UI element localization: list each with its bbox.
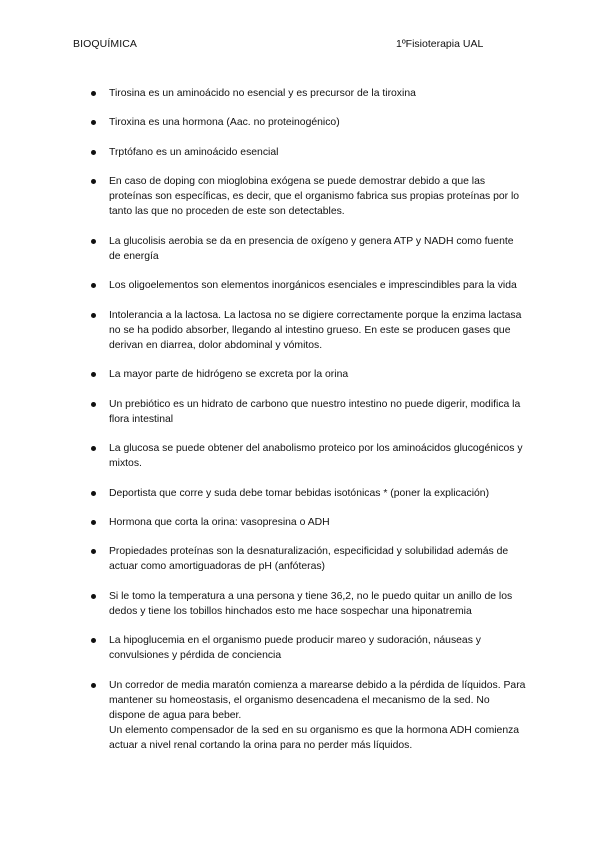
list-item-text-continued: Un elemento compensador de la sed en su organismo es que la hormona ADH comienza actuar a nivel renal cortando la orina para no perder más líquidos. [109,725,520,752]
bullet-list [0,86,600,768]
list-item [0,441,600,471]
list-item [0,115,600,130]
list-item-text: La glucolisis aerobia se da en presencia de oxígeno y genera ATP y NADH como fuente de energía [109,235,514,262]
list-item-text: Tiroxina es una hormona (Aac. no proteinogénico) [109,117,340,129]
list-item-text: Hormona que corta la orina: vasopresina o ADH [109,516,330,528]
list-item-text: Intolerancia a la lactosa. La lactosa no se digiere correctamente porque la enzima lactasa no se ha podido absorber, llegando al intestino grueso. En este se producen gases que derivan en diarrea, dolor abdominal y vómitos. [109,309,522,351]
bullet-icon [91,520,96,525]
list-item-text: La hipoglucemia en el organismo puede producir mareo y sudoración, náuseas y convulsiones y pérdida de conciencia [109,635,481,662]
list-item [0,367,600,382]
bullet-icon [91,402,96,407]
list-item [0,486,600,501]
bullet-icon [91,638,96,643]
bullet-icon [91,239,96,244]
list-item [0,515,600,530]
list-item-text: Propiedades proteínas son la desnaturalización, especificidad y solubilidad además de actuar como amortiguadoras de pH (anfóteras) [109,546,509,573]
bullet-icon [91,549,96,554]
list-item-text: Un corredor de media maratón comienza a marearse debido a la pérdida de líquidos. Para mantener su homeostasis, el organismo desencadena el mecanismo de la sed. No dispone de agua para beber. [109,679,526,721]
bullet-icon [91,91,96,96]
list-item-text: Un prebiótico es un hidrato de carbono que nuestro intestino no puede digerir, modifica la flora intestinal [109,398,521,425]
list-item [0,633,600,663]
list-item [0,678,600,753]
list-item [0,308,600,353]
list-item-text: Deportista que corre y suda debe tomar bebidas isotónicas * (poner la explicación) [109,487,490,499]
bullet-icon [91,150,96,155]
list-item-text: Si le tomo la temperatura a una persona y tiene 36,2, no le puedo quitar un anillo de los dedos y tiene los tobillos hinchados esto me hace sospechar una hiponatremia [109,590,513,617]
bullet-icon [91,446,96,451]
bullet-icon [91,491,96,496]
list-item [0,86,600,101]
list-item [0,234,600,264]
list-item [0,145,600,160]
list-item-text: La glucosa se puede obtener del anabolismo proteico por los aminoácidos glucogénicos y mixtos. [109,443,523,470]
bullet-icon [91,683,96,688]
list-item-text: Los oligoelementos son elementos inorgánicos esenciales e imprescindibles para la vida [109,280,517,292]
list-item [0,174,600,219]
list-item-text: Trptófano es un aminoácido esencial [109,146,279,158]
list-item-text: En caso de doping con mioglobina exógena se puede demostrar debido a que las proteínas son específicas, es decir, que el organismo fabrica sus propias proteínas por lo tanto las que no proceden de este son detectables. [109,176,520,218]
list-item [0,397,600,427]
bullet-icon [91,594,96,599]
header-course: 1ºFisioterapia UAL [396,38,484,50]
bullet-icon [91,372,96,377]
bullet-icon [91,283,96,288]
list-item-text: Tirosina es un aminoácido no esencial y es precursor de la tiroxina [109,88,416,99]
list-item [0,544,600,574]
list-item [0,589,600,619]
bullet-icon [91,120,96,125]
list-item-text: La mayor parte de hidrógeno se excreta por la orina [109,369,349,381]
bullet-icon [91,313,96,318]
list-item [0,278,600,293]
bullet-icon [91,179,96,184]
header-subject: BIOQUÍMICA [73,38,138,50]
